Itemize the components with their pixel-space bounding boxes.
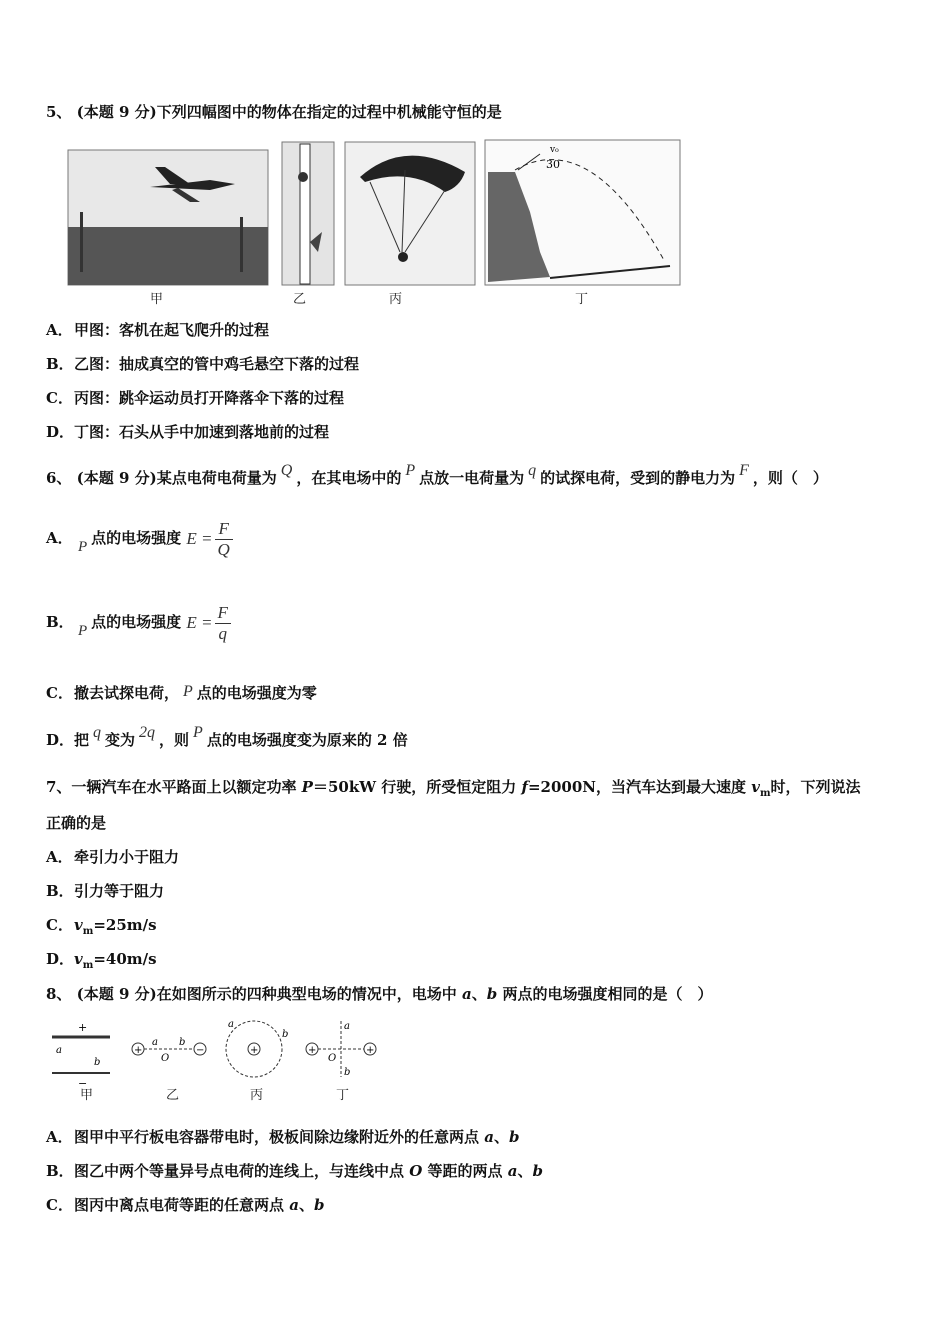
q5-option-c: C．丙图：跳伞运动员打开降落伞下落的过程 — [46, 389, 345, 407]
q6-option-d: D．把 q 变为 2q ，则 P 点的电场强度变为原来的 2 倍 — [46, 724, 408, 749]
svg-text:b: b — [344, 1067, 351, 1078]
q7-stem-line1: 7、一辆汽车在水平路面上以额定功率 P＝50kW 行驶，所受恒定阻力 f=2000N，当汽车达到最大速度 $v_m$时，下列说法 — [46, 778, 861, 799]
svg-text:a: a — [344, 1021, 350, 1032]
q7-option-b: B．引力等于阻力 — [46, 882, 165, 900]
q5-option-b: B．乙图：抽成真空的管中鸡毛悬空下落的过程 — [46, 355, 360, 373]
q7-stem-line2: 正确的是 — [46, 814, 107, 832]
caption-ding: 丁 — [575, 292, 589, 307]
q7-option-a: A．牵引力小于阻力 — [46, 848, 180, 866]
angle-label: 30 — [546, 158, 560, 171]
q6-stem: 6、 (本题 9 分)某点电荷电荷量为 Q ，在其电场中的 P 点放一电荷量为 q 的试探电荷，受到的静电力为 F ，则（ ） — [46, 462, 828, 487]
formula-f-over-Q: $\frac{F}{Q}$ — [215, 519, 233, 560]
q7-option-c: C．$v_m=25m/s$ — [46, 916, 157, 937]
caption-jia: 甲 — [150, 292, 164, 307]
q5-stem: 5、 (本题 9 分)下列四幅图中的物体在指定的过程中机械能守恒的是 — [46, 103, 502, 121]
svg-text:a: a — [228, 1019, 234, 1030]
q5-photos — [60, 132, 690, 307]
q8-caption-bing: 丙 — [250, 1088, 264, 1103]
svg-text:+: + — [366, 1045, 375, 1056]
q5-option-d: D．丁图：石头从手中加速到落地前的过程 — [46, 423, 330, 441]
svg-text:−: − — [196, 1045, 205, 1056]
svg-text:b: b — [282, 1029, 289, 1040]
svg-text:O: O — [161, 1053, 170, 1064]
svg-text:a: a — [56, 1045, 62, 1056]
svg-text:O: O — [328, 1053, 337, 1064]
q7-option-d: D．$v_m=40m/s$ — [46, 950, 157, 971]
q5-figure — [60, 132, 690, 311]
q6-option-b: B． P 点的电场强度 E = $\frac{F}{q}$ — [46, 599, 231, 646]
svg-text:b: b — [179, 1037, 186, 1048]
svg-text:+: + — [308, 1045, 317, 1056]
q8-option-a: A．图甲中平行板电容器带电时，极板间除边缘附近外的任意两点 a、b — [46, 1128, 520, 1146]
q8-caption-ding: 丁 — [336, 1088, 350, 1103]
q6-option-a: A． P 点的电场强度 E = $\frac{F}{Q}$ — [46, 515, 233, 562]
q8-option-c: C．图丙中离点电荷等距的任意两点 a、b — [46, 1196, 325, 1214]
caption-yi: 乙 — [293, 292, 307, 307]
formula-f-over-q: $\frac{F}{q}$ — [215, 603, 231, 644]
q8-stem: 8、 (本题 9 分)在如图所示的四种典型电场的情况中，电场中 a、b 两点的电场强度相同的是（ ） — [46, 985, 713, 1003]
caption-bing: 丙 — [389, 292, 403, 307]
q5-option-a: A．甲图：客机在起飞爬升的过程 — [46, 321, 270, 339]
plus-sign: + — [78, 1021, 88, 1034]
minus-sign: − — [78, 1077, 88, 1090]
q8-caption-jia: 甲 — [80, 1088, 94, 1103]
q8-option-b: B．图乙中两个等量异号点电荷的连线上，与连线中点 O 等距的两点 a、b — [46, 1162, 544, 1180]
v0-label: v₀ — [550, 145, 559, 155]
svg-text:+: + — [250, 1045, 259, 1056]
q8-caption-yi: 乙 — [166, 1088, 180, 1103]
svg-text:b: b — [94, 1057, 101, 1068]
q6-option-c: C．撤去试探电荷， P 点的电场强度为零 — [46, 683, 317, 702]
svg-text:a: a — [152, 1037, 158, 1048]
svg-text:+: + — [134, 1045, 143, 1056]
